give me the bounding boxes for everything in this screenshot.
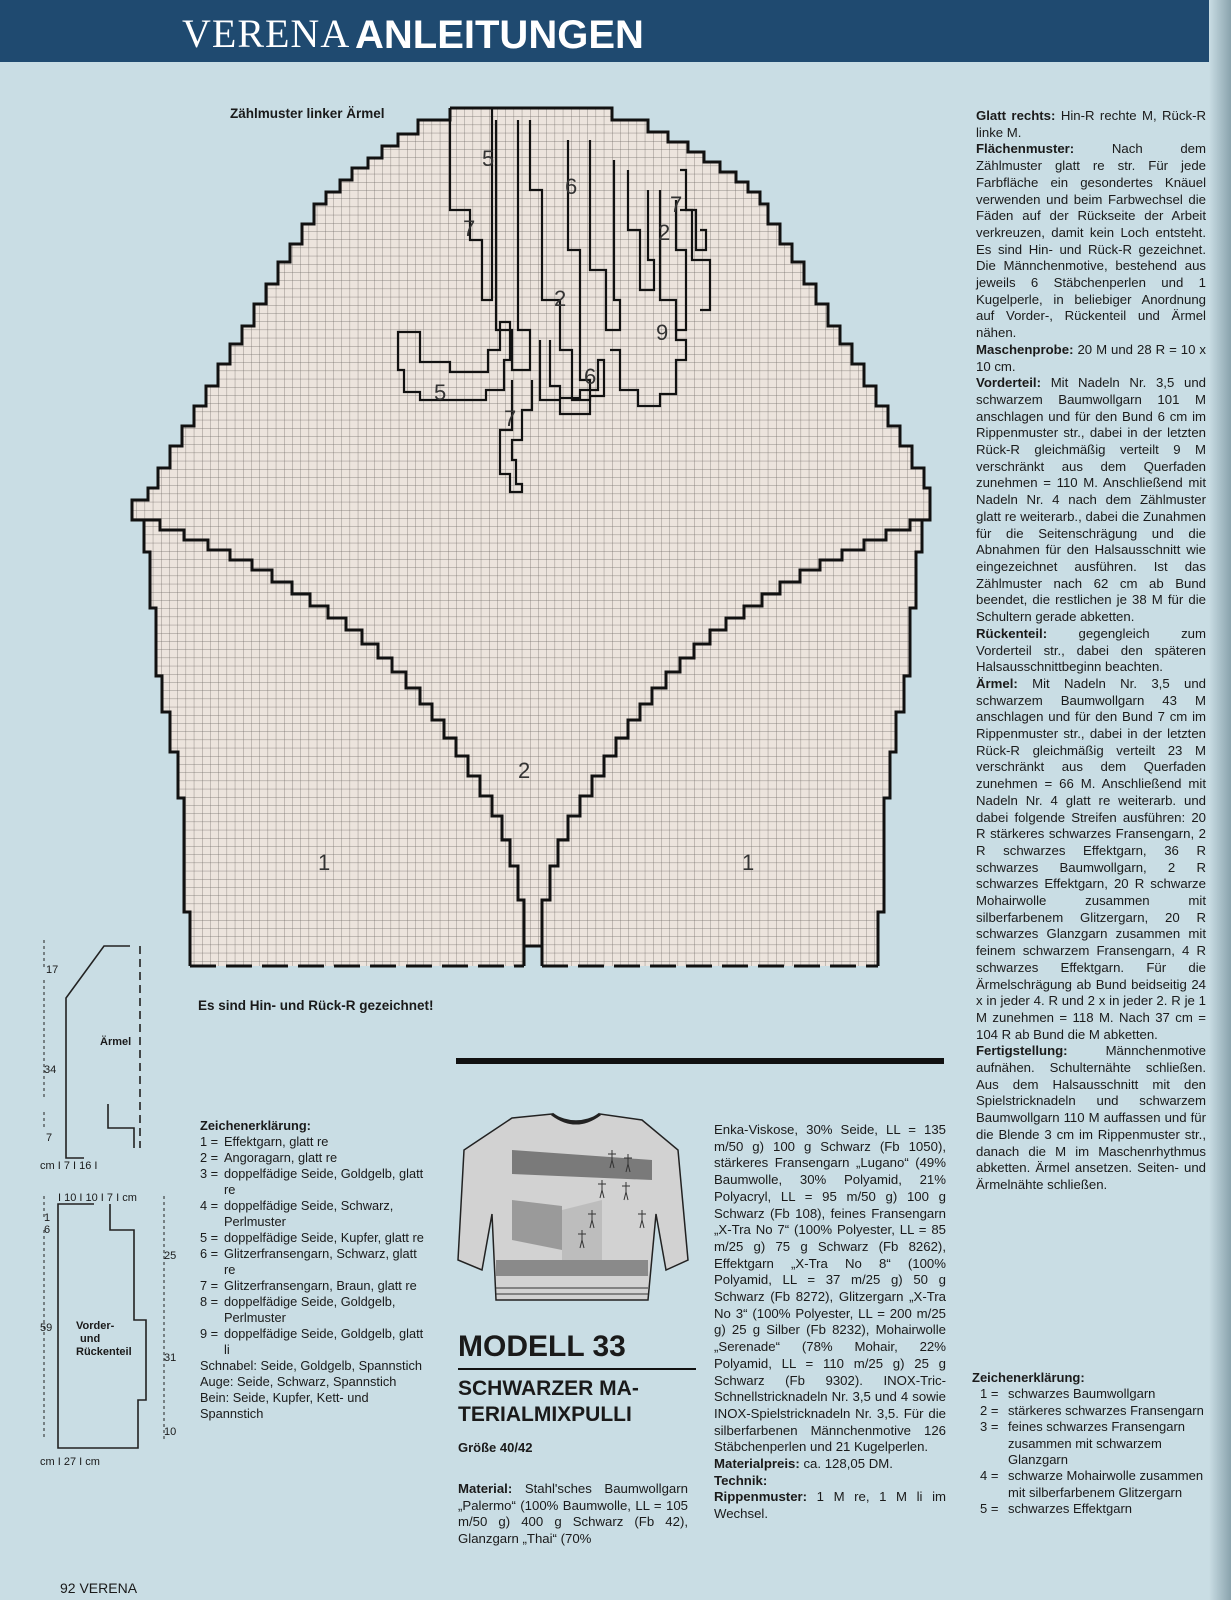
model-size: Größe 40/42 [458, 1440, 533, 1455]
key-code: 5 = [980, 1501, 999, 1517]
key-extra-line: Schnabel: Seide, Goldgelb, Spannstich [200, 1358, 422, 1373]
instruction-heading: Rückenteil: [976, 625, 1048, 641]
model-name [458, 1376, 639, 1428]
instruction-heading: Flächenmuster: [976, 141, 1075, 157]
sleeve-dim-34: 34 [44, 1064, 57, 1076]
key-item [980, 1501, 1206, 1517]
sleeve-schematic [38, 940, 168, 1180]
instruction-paragraph [976, 626, 1206, 676]
instruction-text: 20 M und 28 R = 10 x 10 cm. [976, 341, 1206, 374]
key-item [200, 1294, 430, 1326]
key-text: schwarzes Baumwollgarn [1008, 1386, 1156, 1402]
chart-label: 6 [584, 364, 597, 389]
chart-label: 6 [565, 174, 578, 199]
model-name-line: TERIALMIXPULLI [458, 1403, 632, 1426]
price-value: ca. 128,05 DM. [803, 1456, 893, 1472]
instruction-text: Hin-R rechte M, Rück-R linke M. [976, 108, 1206, 140]
chart-label: 2 [658, 220, 671, 245]
key-code: 2 = [980, 1402, 999, 1418]
body-label [76, 1320, 132, 1359]
instruction-paragraph [976, 141, 1206, 341]
sleeve-dim-17: 17 [46, 964, 59, 976]
key-item [200, 1134, 430, 1150]
section-title: ANLEITUNGEN [355, 13, 644, 57]
key-item [200, 1230, 430, 1246]
model-number: MODELL 33 [458, 1330, 626, 1363]
technik-label: Technik: [714, 1472, 768, 1488]
key-right-title: Zeichenerklärung: [972, 1370, 1085, 1385]
price-label: Materialpreis: [714, 1456, 800, 1472]
key-code: 1 = [200, 1134, 219, 1149]
key-code: 3 = [980, 1419, 999, 1435]
key-text: doppelfädige Seide, Goldgelb, glatt li [224, 1326, 424, 1357]
chart-footnote: Es sind Hin- und Rück-R gezeichnet! [198, 998, 434, 1013]
key-right [972, 1370, 1206, 1518]
body-label-line: Rückenteil [76, 1346, 132, 1358]
key-item [200, 1198, 430, 1230]
key-text: doppelfädige Seide, Schwarz, Perlmuster [224, 1198, 394, 1229]
body-label-line: und [80, 1333, 101, 1345]
knitting-chart [120, 100, 950, 1000]
key-item [980, 1468, 1206, 1501]
key-right-list [972, 1386, 1206, 1517]
page-header [0, 0, 1231, 62]
page-footer: 92 VERENA [60, 1580, 138, 1596]
key-text: Glitzerfransengarn, Braun, glatt re [224, 1278, 417, 1293]
body-dim-31: 31 [164, 1352, 177, 1364]
instruction-heading: Glatt rechts: [976, 108, 1056, 123]
rib-label: Rippenmuster: [714, 1489, 808, 1505]
body-dim-1: 1 [44, 1212, 51, 1224]
chart-label: 2 [554, 286, 567, 311]
key-code: 4 = [200, 1198, 219, 1213]
key-code: 3 = [200, 1166, 219, 1181]
key-text: schwarze Mohairwolle zusammen mit silberfarbenem Glitzergarn [1008, 1468, 1204, 1500]
key-item [200, 1246, 430, 1278]
material-col-2 [714, 1122, 946, 1523]
key-left-list [200, 1134, 430, 1358]
instruction-text: gegengleich zum Vorderteil str., dabei den späteren Halsausschnittbeginn beachten. [976, 625, 1206, 675]
key-code: 5 = [200, 1230, 219, 1245]
chart-label: 1 [318, 850, 331, 875]
key-code: 4 = [980, 1468, 999, 1484]
body-label-line: Vorder- [76, 1320, 115, 1332]
body-dim-6: 6 [44, 1224, 51, 1236]
instruction-paragraph [976, 108, 1206, 141]
chart-label: 7 [670, 192, 683, 217]
chart-label: 1 [742, 850, 755, 875]
key-item [200, 1326, 430, 1358]
page-edge-shadow [1209, 0, 1231, 1600]
chart-label: 9 [656, 320, 669, 345]
material-text: Stahl'sches Baumwollgarn „Palermo“ (100% Baumwolle, LL = 105 m/50 g) 400 g Schwarz (Fb 42), Glanzgarn „Thai“ (70% [458, 1481, 688, 1547]
chart-label: 5 [434, 380, 447, 405]
key-text: Angoragarn, glatt re [224, 1150, 338, 1165]
key-item [980, 1419, 1206, 1468]
material-label: Material: [458, 1481, 513, 1496]
instruction-text: Nach dem Zählmuster glatt re str. Für jede Farbfläche ein gesondertes Knäuel verwenden und beim Farbwechsel die Fäden auf der Rückseite der Arbeit verkreuzen, damit kein Loch entsteht. Es sind Hin- und Rück-R gezeichnet. Die Männchenmotive, bestehend aus jeweils 6 Stäbchenperlen und 1 Kugelperle, in beliebiger Anordnung auf Vorder-, Rückenteil und Ärmel nähen. [976, 141, 1206, 341]
key-code: 8 = [200, 1294, 219, 1309]
key-code: 6 = [200, 1246, 219, 1261]
rib-text: 1 M re, 1 M li im Wechsel. [714, 1489, 946, 1522]
key-left [200, 1118, 430, 1422]
body-dim-59: 59 [40, 1322, 53, 1334]
instruction-paragraph [976, 676, 1206, 1043]
chart-title: Zählmuster linker Ärmel [230, 106, 385, 121]
body-bottom-dims: cm I 27 I cm [40, 1456, 100, 1468]
instruction-paragraph [976, 342, 1206, 375]
key-text: Effektgarn, glatt re [224, 1134, 329, 1149]
instruction-heading: Maschenprobe: [976, 341, 1074, 357]
magazine-brand: VERENA [182, 11, 351, 56]
key-text: schwarzes Effektgarn [1008, 1501, 1133, 1517]
sleeve-dim-7: 7 [46, 1132, 53, 1144]
key-item [200, 1166, 430, 1198]
instruction-text: Männchenmotive aufnähen. Schulternähte schließen. Aus dem Halsausschnitt mit den Spielstricknadeln und schwarzem Baumwollgarn 110 M auffassen und für die Blende 3 cm im Rippenmuster str., danach die M im Maschenrhythmus abketten. Ärmel ansetzen. Seiten- und Ärmelnähte schließen. [976, 1043, 1206, 1192]
key-item [980, 1386, 1206, 1402]
key-code: 9 = [200, 1326, 219, 1341]
key-left-extra [200, 1358, 430, 1422]
body-dim-25: 25 [164, 1250, 177, 1262]
body-dim-10: 10 [164, 1426, 177, 1438]
key-code: 7 = [200, 1278, 219, 1293]
chart-label: 7 [504, 406, 517, 431]
chart-label: 2 [518, 758, 531, 783]
key-text: doppelfädige Seide, Kupfer, glatt re [224, 1230, 424, 1245]
instructions-column [976, 108, 1206, 1194]
sweater-illustration [452, 1110, 700, 1310]
instruction-heading: Fertigstellung: [976, 1043, 1068, 1059]
model-rule [458, 1368, 696, 1370]
key-item [200, 1150, 430, 1166]
instruction-heading: Ärmel: [976, 675, 1018, 691]
chart-label: 5 [482, 146, 495, 171]
material-text-continued: Enka-Viskose, 30% Seide, LL = 135 m/50 g) 100 g Schwarz (Fb 1050), stärkeres Fransengarn „Lugano“ (49% Baumwolle, 30% Polyamid, 21% Polyacryl, LL = 95 m/50 g) 100 g Schwarz (Fb 108), feines Fransengarn „X-Tra No 7“ (100% Polyester, LL = 85 m/25 g) 75 g Schwarz (Fb 8262), Effektgarn „X-Tra No 8“ (100% Polyamid, LL = 37 m/25 g) 50 g Schwarz (Fb 8272), Glitzergarn „X-Tra No 3“ (100% Polyester, LL = 200 m/25 g) 25 g Silber (Fb 8232), Mohairwolle „Serenade“ (78% Mohair, 22% Polyamid, LL = 110 m/25 g) 25 g Schwarz (Fb 9302). INOX-Tric-Schnellstricknadeln Nr. 3,5 und 4 sowie INOX-Spielstricknadeln Nr. 3,5. Für die silberfarbenen Männchenmotive 126 Stäbchenperlen und 21 Kugelperlen. [714, 1122, 946, 1455]
material-col-1 [458, 1481, 688, 1548]
key-text: Glitzerfransengarn, Schwarz, glatt re [224, 1246, 417, 1277]
instruction-text: Mit Nadeln Nr. 3,5 und schwarzem Baumwollgarn 101 M anschlagen und für den Bund 6 cm im Rippenmuster str., dabei in der letzten Rück-R gleichmäßig verteilt 9 M verschränkt aus dem Querfaden zunehmen = 110 M. Anschließend mit Nadeln Nr. 4 nach dem Zählmuster glatt re weiterarb., dabei die Zunahmen für die Seitenschrägung und die Abnahmen für den Halsausschnitt wie eingezeichnet ausführen. Ist das Zählmuster nach 62 cm ab Bund beendet, die restlichen je 38 M für die Schultern gerade abketten. [976, 375, 1206, 625]
key-code: 1 = [980, 1386, 999, 1402]
key-code: 2 = [200, 1150, 219, 1165]
key-extra-line: Auge: Seide, Schwarz, Spannstich [200, 1374, 397, 1389]
key-extra-line: Bein: Seide, Kupfer, Kett- und Spannstich [200, 1390, 369, 1421]
model-name-line: SCHWARZER MA- [458, 1377, 639, 1400]
body-top-dims: I 10 I 10 I 7 I cm [58, 1192, 137, 1204]
sleeve-bottom-dims: cm I 7 I 16 I [40, 1160, 98, 1172]
section-divider [456, 1058, 944, 1064]
instruction-text: Mit Nadeln Nr. 3,5 und schwarzem Baumwollgarn 43 M anschlagen und für den Bund 7 cm im Rippenmuster str., dabei in der letzten Rück-R gleichmäßig verteilt 23 M verschränkt aus dem Querfaden zunehmen = 66 M. Anschließend mit Nadeln Nr. 4 glatt re weiterarb. und dabei folgende Streifen ausführen: 20 R stärkeres schwarzes Fransengarn, 2 R schwarzes Effektgarn, 36 R schwarzes Baumwollgarn, 2 R schwarzes Effektgarn, 20 R schwarze Mohairwolle zusammen mit silberfarbenem Glitzergarn, 20 R schwarzes Glanzgarn zusammen mit feinem schwarzem Fransengarn, 4 R schwarzes Effektgarn. Für die Ärmelschrägung ab Bund beidseitig 24 x in jeder 4. R und 2 x in jeder 2. R je 1 M zunehmen = 118 M. Nach 37 cm = 104 R ab Bund die M abketten. [976, 675, 1206, 1042]
key-text: stärkeres schwarzes Fransengarn [1008, 1402, 1204, 1418]
chart-label: 7 [463, 216, 476, 241]
key-left-title: Zeichenerklärung: [200, 1118, 311, 1133]
sleeve-label: Ärmel [100, 1036, 132, 1048]
instruction-paragraph [976, 1043, 1206, 1193]
key-text: feines schwarzes Fransengarn zusammen mit schwarzem Glanzgarn [1008, 1419, 1186, 1468]
instruction-paragraph [976, 375, 1206, 626]
instruction-heading: Vorderteil: [976, 375, 1041, 391]
key-item [980, 1403, 1206, 1419]
key-text: doppelfädige Seide, Goldgelb, Perlmuster [224, 1294, 396, 1325]
key-text: doppelfädige Seide, Goldgelb, glatt re [224, 1166, 424, 1197]
key-item [200, 1278, 430, 1294]
